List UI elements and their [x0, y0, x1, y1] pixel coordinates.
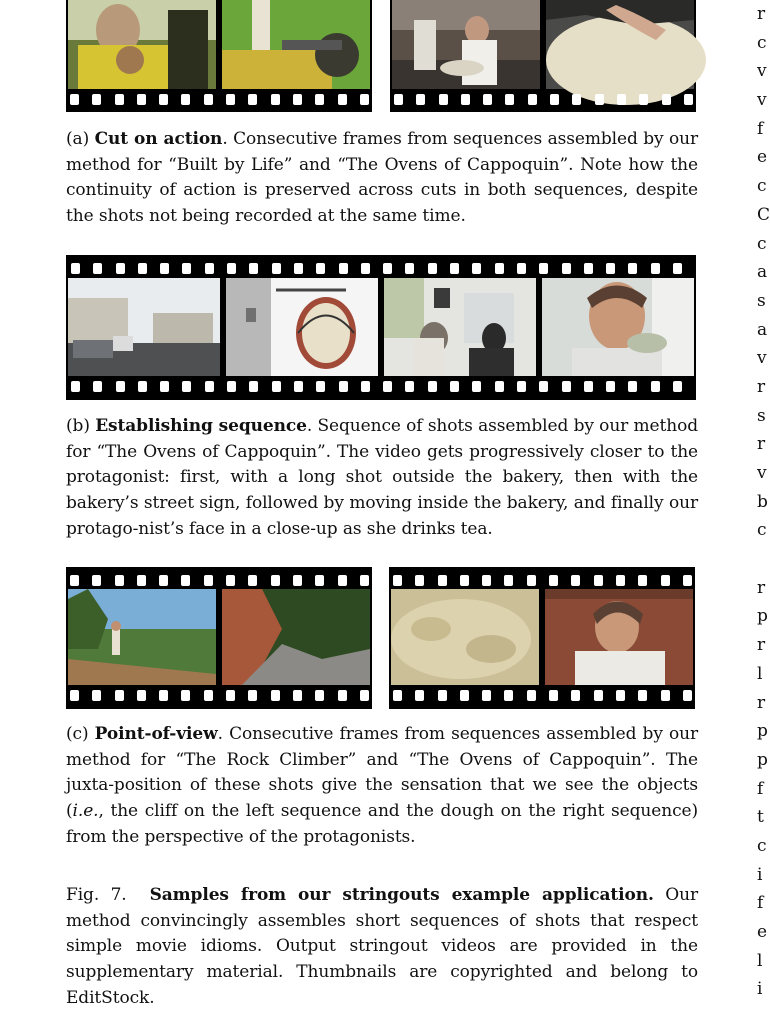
frame-baker-kneading [392, 0, 540, 89]
adjacent-column-cropped-text [757, 0, 770, 1004]
caption-a [66, 127, 698, 230]
caption-b-title: Establishing sequence [95, 416, 307, 436]
margin-letter: f [757, 778, 764, 799]
caption-c-prefix: (c) [66, 724, 95, 744]
margin-letter: c [757, 176, 767, 197]
margin-letter: c [757, 32, 767, 53]
sprocket-holes-bottom [71, 381, 696, 392]
margin-letter: a [757, 319, 768, 340]
margin-letter: r [757, 577, 766, 598]
margin-letter: f [757, 893, 764, 914]
frame-bakery-sign [226, 278, 378, 376]
sprocket-holes-bottom [70, 94, 372, 105]
margin-letter: r [757, 635, 766, 656]
figure-label: Fig. 7. [66, 885, 127, 905]
margin-letter: v [757, 348, 767, 369]
margin-letter: c [757, 520, 767, 541]
margin-letter: c [757, 233, 767, 254]
caption-c [66, 722, 698, 851]
caption-a-body: . Consecutive frames from sequences assembled by our method for “Built by Life” and “The Ovens of Cappoquin”. Note how the continuity of action is preserved across cuts in both sequences, despite the shots not being recorded at the same time. [66, 129, 699, 227]
figure-title: Samples from our stringouts example application. [149, 885, 654, 905]
margin-letter: C [757, 204, 770, 225]
margin-letter: p [757, 721, 768, 742]
margin-letter: l [757, 663, 763, 684]
margin-letter: v [757, 463, 767, 483]
caption-a-title: Cut on action [94, 129, 223, 149]
frame-street-long-shot [68, 278, 220, 376]
margin-letter: v [757, 90, 767, 111]
sprocket-holes-bottom [393, 690, 695, 701]
caption-c-ie: i.e. [72, 801, 99, 822]
margin-letter: r [757, 376, 766, 397]
frame-cliff-rocks [222, 589, 370, 685]
caption-b-body: . Sequence of shots assembled by our method for “The Ovens of Cappoquin”. The video gets progressively closer to the protagonist: first, with a long shot outside the bakery, then with the bakery’s street sign, followed by moving inside the bakery, and finally our protago-nist’s face in a close-up as she drinks tea. [66, 416, 699, 539]
sprocket-holes-top [71, 263, 696, 274]
caption-a-prefix: (a) [66, 129, 95, 149]
margin-letter: f [757, 118, 764, 139]
margin-letter: s [757, 290, 766, 311]
margin-letter: e [757, 147, 768, 168]
margin-letter: b [757, 491, 768, 512]
filmstrip-built-by-life [66, 0, 372, 112]
sprocket-holes-top [70, 575, 372, 586]
margin-letter: s [757, 405, 766, 426]
frame-dough-hands [546, 0, 694, 89]
margin-letter: v [757, 61, 767, 82]
margin-letter [757, 545, 767, 574]
margin-letter: i [757, 979, 763, 1000]
caption-c-body-pre: . Consecutive frames from sequences assembled by our method for “The Rock Climber” and “The Ovens of Cappoquin”. The juxta-position of these shots give the sensation that we see the objects ( [66, 724, 698, 822]
frame-tractor-wheel [222, 0, 370, 89]
filmstrip-establishing-sequence [66, 255, 696, 400]
frame-inside-bakery [384, 278, 536, 376]
margin-letter: e [757, 922, 768, 942]
caption-c-title: Point-of-view [94, 724, 218, 744]
frame-baker-looking-down [545, 589, 693, 685]
frame-hiker-trail [68, 589, 216, 685]
margin-letter: p [757, 606, 768, 627]
frame-woman-drinking-tea [542, 278, 694, 376]
margin-letter: r [757, 434, 766, 455]
sprocket-holes-bottom [70, 690, 372, 701]
margin-letter: r [757, 4, 766, 24]
filmstrip-ovens-cut-on-action [390, 0, 696, 112]
figure-caption [66, 883, 698, 1012]
caption-b [66, 414, 698, 543]
frame-man-driving [68, 0, 216, 89]
sprocket-holes-top [393, 575, 695, 586]
margin-letter: p [757, 749, 768, 770]
sprocket-holes-bottom [394, 94, 696, 105]
margin-letter: c [757, 835, 767, 856]
filmstrip-rock-climber [66, 567, 372, 709]
filmstrip-ovens-point-of-view [389, 567, 695, 709]
caption-b-prefix: (b) [66, 416, 96, 436]
margin-letter: l [757, 950, 763, 971]
margin-letter: i [757, 864, 763, 885]
figure-body: Our method convincingly assembles short sequences of shots that respect simple movie idioms. Output stringout videos are provided in the supplementary material. Thumbnails are copyrighted and belong to EditStock. [66, 885, 698, 1008]
frame-dough-closeup [391, 589, 539, 685]
margin-letter: a [757, 262, 768, 283]
margin-letter: t [757, 807, 764, 828]
margin-letter: r [757, 692, 766, 713]
caption-c-body-post: , the cliff on the left sequence and the dough on the right sequence) from the perspective of the protagonists. [66, 801, 698, 847]
